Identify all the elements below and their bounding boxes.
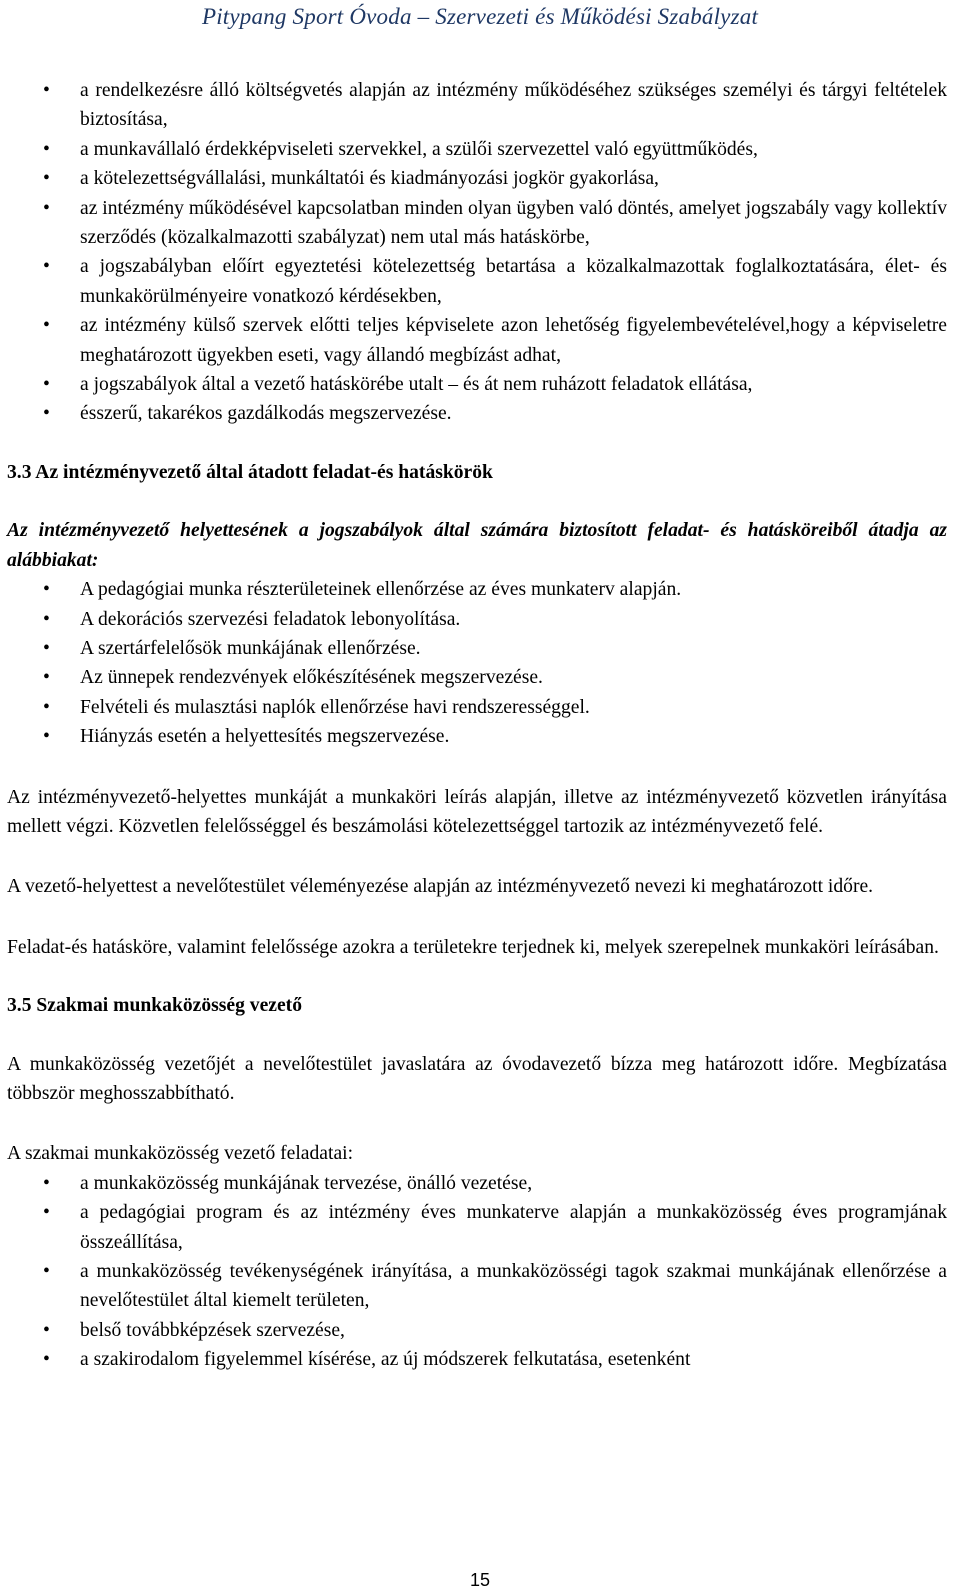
- leader-tasks-list: [7, 1169, 947, 1375]
- document-body: [7, 76, 947, 1375]
- page-number: 15: [469, 1570, 491, 1590]
- tasks-intro: A szakmai munkaközösség vezető feladatai:: [7, 1143, 354, 1165]
- duties-list: [7, 76, 947, 429]
- list-item: • a munkaközösség munkájának tervezése, önálló vezetése,: [7, 1169, 947, 1198]
- list-item: • A szertárfelelősök munkájának ellenőrzése.: [7, 634, 947, 663]
- paragraph: Feladat-és hatásköre, valamint felelőssége azokra a területekre terjednek ki, melyek szerepelnek munkaköri leírásában.: [7, 936, 939, 958]
- list-item: • ésszerű, takarékos gazdálkodás megszervezése.: [7, 399, 947, 428]
- delegated-tasks-list: [7, 575, 947, 751]
- list-item: • a munkaközösség tevékenységének irányítása, a munkaközösségi tagok szakmai munkájának ellenőrzése a nevelőtestület által kiemelt területen,: [7, 1257, 947, 1316]
- paragraph: Az intézményvezető-helyettes munkáját a munkaköri leírás alapján, illetve az intézményvezető közvetlen irányítása mellett végzi. Közvetlen felelősséggel és beszámolási kötelezettséggel tartozik az intézményvezető felé.: [7, 786, 947, 837]
- list-item: • a munkavállaló érdekképviseleti szervekkel, a szülői szervezettel való együttműködés,: [7, 135, 947, 164]
- list-item: • a jogszabályban előírt egyeztetési kötelezettség betartása a közalkalmazottak foglalkoztatására, élet- és munkakörülményeire vonatkozó kérdésekben,: [7, 252, 947, 311]
- page-header: Pitypang Sport Óvoda – Szervezeti és Működési Szabályzat: [201, 4, 759, 29]
- paragraph: A vezető-helyettest a nevelőtestület véleményezése alapján az intézményvezető nevezi ki meghatározott időre.: [7, 876, 874, 898]
- list-item: • A dekorációs szervezési feladatok lebonyolítása.: [7, 605, 947, 634]
- section-intro: Az intézményvezető helyettesének a jogszabályok által számára biztosított feladat- és hatásköreiből átadja az alábbiakat:: [7, 520, 947, 571]
- list-item: • belső továbbképzések szervezése,: [7, 1316, 947, 1345]
- paragraph: A munkaközösség vezetőjét a nevelőtestület javaslatára az óvodavezető bízza meg határozott időre. Megbízatása többször meghosszabbítható.: [7, 1053, 947, 1104]
- section-heading-3-5: 3.5 Szakmai munkaközösség vezető: [7, 995, 302, 1017]
- list-item: • az intézmény külső szervek előtti teljes képviselete azon lehetőség figyelembevételével,hogy a képviseletre meghatározott ügyekben eseti, vagy állandó megbízást adhat,: [7, 311, 947, 370]
- list-item: • az intézmény működésével kapcsolatban minden olyan ügyben való döntés, amelyet jogszabály vagy kollektív szerződés (közalkalmazotti szabályzat) nem utal más hatáskörbe,: [7, 194, 947, 253]
- list-item: • a kötelezettségvállalási, munkáltatói és kiadmányozási jogkör gyakorlása,: [7, 164, 947, 193]
- list-item: • Felvételi és mulasztási naplók ellenőrzése havi rendszerességgel.: [7, 693, 947, 722]
- list-item: • Az ünnepek rendezvények előkészítésének megszervezése.: [7, 663, 947, 692]
- section-heading-3-3: 3.3 Az intézményvezető által átadott feladat-és hatáskörök: [7, 461, 493, 483]
- list-item: • a pedagógiai program és az intézmény éves munkaterve alapján a munkaközösség éves programjának összeállítása,: [7, 1198, 947, 1257]
- list-item: • A pedagógiai munka részterületeinek ellenőrzése az éves munkaterv alapján.: [7, 575, 947, 604]
- list-item: • a jogszabályok által a vezető hatáskörébe utalt – és át nem ruházott feladatok ellátása,: [7, 370, 947, 399]
- list-item: • a rendelkezésre álló költségvetés alapján az intézmény működéséhez szükséges személyi és tárgyi feltételek biztosítása,: [7, 76, 947, 135]
- list-item: • Hiányzás esetén a helyettesítés megszervezése.: [7, 722, 947, 751]
- list-item: • a szakirodalom figyelemmel kísérése, az új módszerek felkutatása, esetenként: [7, 1345, 947, 1374]
